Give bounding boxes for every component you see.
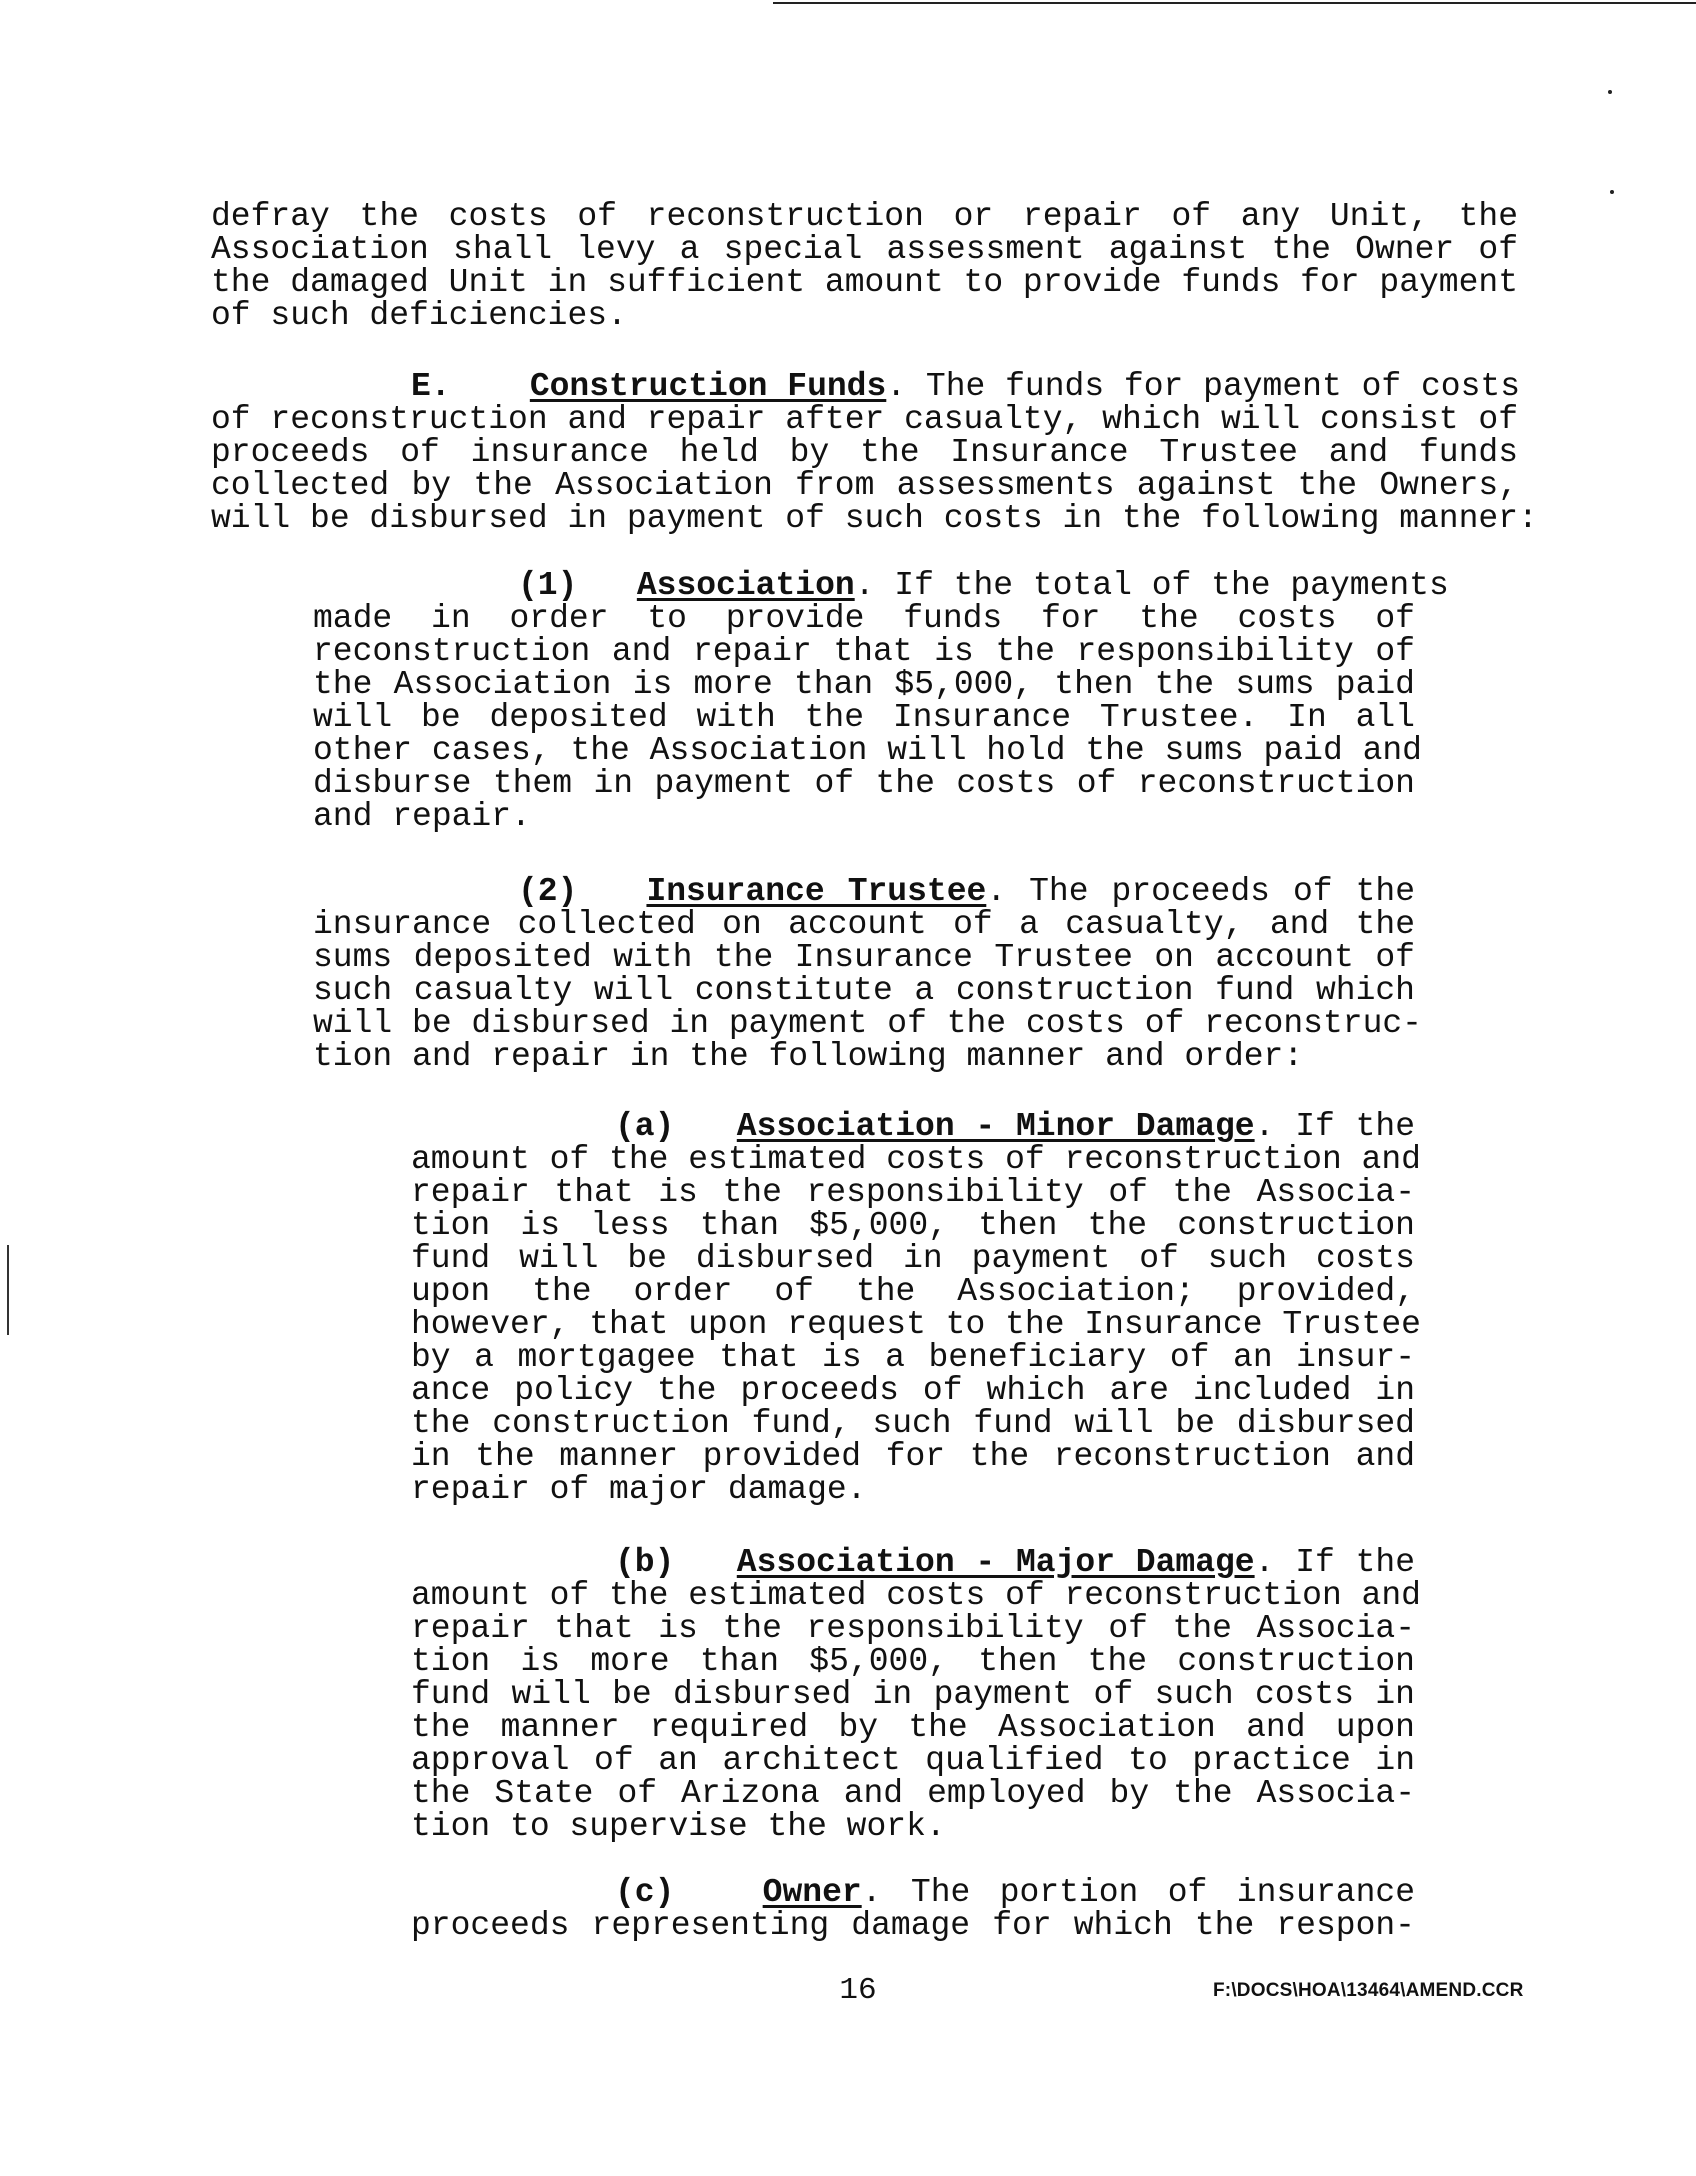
- item-2b-line-3: tion is more than $5,000, then the construction: [411, 1643, 1415, 1680]
- item-2a-line-3: tion is less than $5,000, then the construction: [411, 1207, 1415, 1244]
- item-2b-line-7: the State of Arizona and employed by the Associa-: [411, 1775, 1415, 1812]
- item-2-line-3: such casualty will constitute a construction fund which: [313, 972, 1415, 1009]
- item-2-first-line-rest: . The proceeds of the: [986, 873, 1415, 910]
- item-2a-label: (a): [615, 1108, 675, 1145]
- item-1-line-7: and repair.: [313, 798, 531, 835]
- item-1-line-4: will be deposited with the Insurance Trustee. In all: [313, 699, 1415, 736]
- file-path: F:\DOCS\HOA\13464\AMEND.CCR: [1213, 1980, 1524, 2001]
- item-1-first-line-rest: . If the total of the payments: [854, 567, 1449, 604]
- item-2-line-2: sums deposited with the Insurance Trustee on account of: [313, 939, 1415, 976]
- intro-line-4: of such deficiencies.: [211, 297, 627, 334]
- item-2-line-4: will be disbursed in payment of the costs of reconstruc-: [313, 1005, 1422, 1042]
- item-2-heading-line: [518, 875, 1415, 908]
- item-2b-heading-line: [615, 1546, 1415, 1579]
- section-e-heading-line: [411, 370, 1518, 403]
- item-2a-line-10: in the manner provided for the reconstruction and: [411, 1438, 1415, 1475]
- item-2a-line-9: the construction fund, such fund will be disbursed: [411, 1405, 1415, 1442]
- item-2b-line-4: fund will be disbursed in payment of such costs in: [411, 1676, 1415, 1713]
- item-1-heading-line: [518, 567, 1449, 604]
- item-2-heading: Insurance Trustee: [646, 873, 987, 910]
- item-2a-line-4: fund will be disbursed in payment of such costs: [411, 1240, 1415, 1277]
- item-2a-line-1: amount of the estimated costs of reconstruction and: [411, 1141, 1421, 1178]
- item-2c-label: (c): [615, 1874, 675, 1911]
- item-2b-line-1: amount of the estimated costs of reconstruction and: [411, 1577, 1421, 1614]
- item-2-label: (2): [518, 873, 578, 910]
- item-2a-line-7: by a mortgagee that is a beneficiary of an insur-: [411, 1339, 1415, 1376]
- item-2b-line-5: the manner required by the Association and upon: [411, 1709, 1415, 1746]
- item-1-heading: Association: [636, 567, 855, 604]
- item-1-label: (1): [518, 567, 578, 604]
- item-2a-line-6: however, that upon request to the Insurance Trustee: [411, 1306, 1421, 1343]
- intro-line-3: the damaged Unit in sufficient amount to provide funds for payment: [211, 264, 1519, 301]
- item-2b-line-6: approval of an architect qualified to practice in: [411, 1742, 1415, 1779]
- intro-line-1: defray the costs of reconstruction or repair of any Unit, the: [211, 198, 1518, 235]
- section-e-line-2: proceeds of insurance held by the Insurance Trustee and funds: [211, 434, 1518, 471]
- section-e-first-line-rest: . The funds for payment of costs: [886, 368, 1520, 405]
- item-1-line-2: reconstruction and repair that is the responsibility of: [313, 633, 1415, 670]
- section-e-line-4: will be disbursed in payment of such costs in the following manner:: [211, 500, 1538, 537]
- item-1-line-5: other cases, the Association will hold the sums paid and: [313, 732, 1422, 769]
- item-1-line-1: made in order to provide funds for the costs of: [313, 600, 1415, 637]
- item-2-line-1: insurance collected on account of a casualty, and the: [313, 906, 1415, 943]
- item-2c-heading-line: [615, 1876, 1415, 1909]
- item-2b-label: (b): [615, 1544, 675, 1581]
- item-2a-line-8: ance policy the proceeds of which are included in: [411, 1372, 1415, 1409]
- section-e-line-3: collected by the Association from assessments against the Owners,: [211, 467, 1518, 504]
- item-1-line-3: the Association is more than $5,000, then the sums paid: [313, 666, 1415, 703]
- item-2a-heading-line: [615, 1110, 1415, 1143]
- scan-speck: [1608, 90, 1612, 94]
- page-number: 16: [839, 1973, 877, 2008]
- scan-edge-line: [773, 2, 1696, 4]
- item-2b-heading: Association - Major Damage: [736, 1544, 1255, 1581]
- item-2b-line-2: repair that is the responsibility of the Associa-: [411, 1610, 1415, 1647]
- intro-line-2: Association shall levy a special assessment against the Owner of: [211, 231, 1518, 268]
- item-2c-heading: Owner: [762, 1874, 862, 1911]
- section-e-heading: Construction Funds: [529, 368, 887, 405]
- item-2c-line-1: proceeds representing damage for which the respon-: [411, 1907, 1415, 1944]
- item-2a-line-11: repair of major damage.: [411, 1471, 867, 1508]
- scan-speck: [1610, 190, 1614, 194]
- item-2a-heading: Association - Minor Damage: [736, 1108, 1255, 1145]
- item-2-line-5: tion and repair in the following manner and order:: [313, 1038, 1304, 1075]
- item-2c-first-line-rest: . The portion of insurance: [861, 1874, 1415, 1911]
- item-2b-line-8: tion to supervise the work.: [411, 1808, 946, 1845]
- item-2a-line-2: repair that is the responsibility of the Associa-: [411, 1174, 1415, 1211]
- item-1-line-6: disburse them in payment of the costs of reconstruction: [313, 765, 1415, 802]
- item-2a-first-line-rest: . If the: [1254, 1108, 1415, 1145]
- section-e-line-1: of reconstruction and repair after casualty, which will consist of: [211, 401, 1519, 438]
- item-2a-line-5: upon the order of the Association; provided,: [411, 1273, 1415, 1310]
- section-e-label: E.: [411, 368, 451, 405]
- scan-edge-mark: [7, 1245, 9, 1335]
- item-2b-first-line-rest: . If the: [1254, 1544, 1415, 1581]
